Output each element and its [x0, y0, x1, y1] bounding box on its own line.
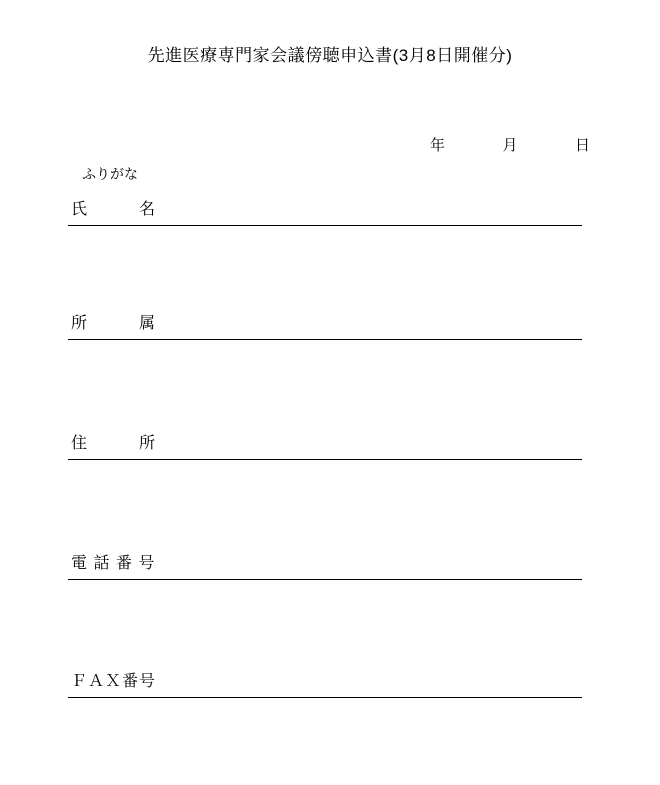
date-line — [430, 134, 590, 155]
field-address-rule[interactable] — [68, 455, 582, 460]
field-telephone — [68, 550, 582, 580]
field-telephone-rule[interactable] — [68, 575, 582, 580]
field-fax-label: ＦＡＸ番号 — [71, 673, 157, 690]
page-title: 先進医療専門家会議傍聴申込書(3月8日開催分) — [147, 46, 513, 65]
field-affiliation-rule[interactable] — [68, 335, 582, 340]
field-affiliation-label: 所 属 — [71, 315, 157, 332]
field-address — [68, 430, 582, 460]
field-fax — [68, 668, 582, 698]
field-fax-rule[interactable] — [68, 693, 582, 698]
field-name-rule[interactable] — [68, 221, 582, 226]
date-day-label: 日 — [574, 137, 590, 154]
date-month-label: 月 — [502, 137, 518, 154]
field-address-label: 住 所 — [71, 435, 157, 452]
date-year-label: 年 — [430, 137, 446, 154]
furigana-label: ふりがな — [82, 166, 138, 182]
field-telephone-label: 電 話 番 号 — [71, 555, 156, 572]
field-affiliation — [68, 310, 582, 340]
field-name — [68, 196, 582, 226]
field-name-label: 氏 名 — [71, 201, 157, 218]
